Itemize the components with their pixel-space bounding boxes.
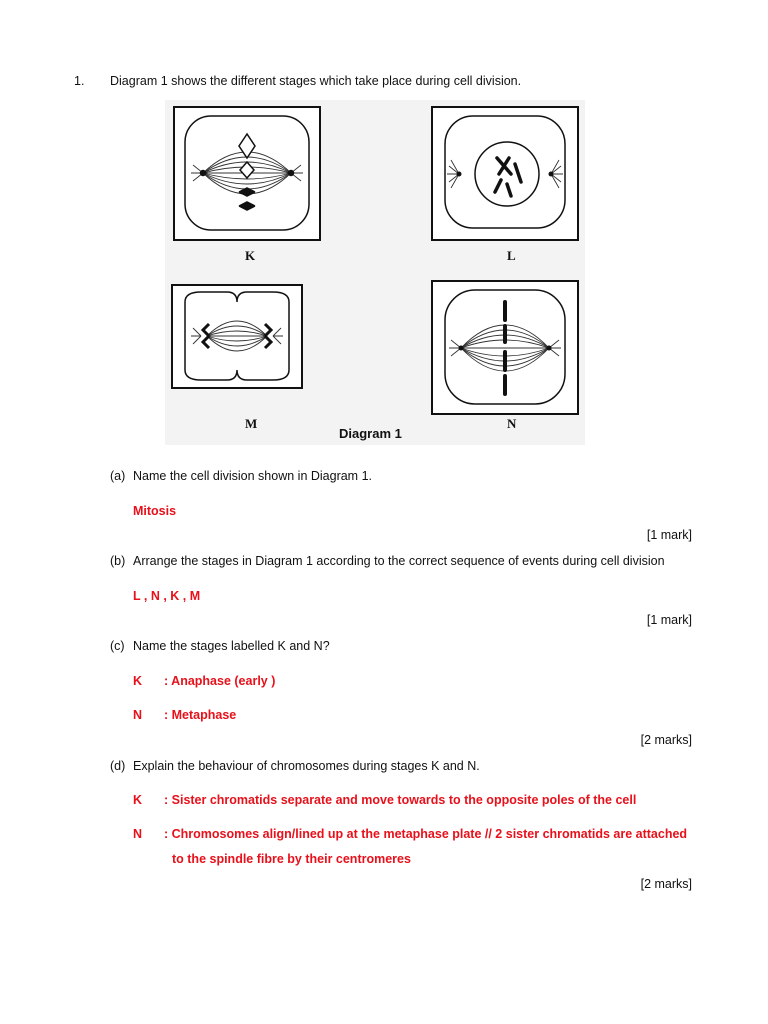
label-k: K (245, 248, 256, 263)
part-d-letter: (d) (110, 759, 126, 773)
part-c-answer-n-key: N (133, 708, 143, 722)
part-b-question: Arrange the stages in Diagram 1 according to the correct sequence of events during cell division (133, 554, 665, 568)
part-c-answer-n: : Metaphase (164, 708, 237, 722)
part-d-answer-n: : Chromosomes align/lined up at the metaphase plate // 2 sister chromatids are attached (164, 827, 688, 841)
part-c-letter: (c) (110, 639, 125, 653)
part-d-answer-n-continuation: to the spindle fibre by their centromeres (172, 852, 411, 866)
part-b-letter: (b) (110, 554, 126, 568)
cell-n-image (431, 280, 579, 415)
part-d-answer-k: : Sister chromatids separate and move towards to the opposite poles of the cell (164, 793, 637, 807)
part-b-marks: [1 mark] (646, 613, 692, 627)
part-c-answer-k: : Anaphase (early ) (164, 674, 276, 688)
cell-l-image (431, 106, 579, 241)
label-m: M (245, 416, 258, 431)
question-intro: Diagram 1 shows the different stages which take place during cell division. (110, 74, 522, 88)
part-d-question: Explain the behaviour of chromosomes during stages K and N. (133, 759, 480, 773)
cell-m-image (171, 284, 303, 389)
label-n: N (507, 416, 517, 431)
part-c-marks: [2 marks] (640, 733, 692, 747)
part-a-answer: Mitosis (133, 504, 177, 518)
question-number: 1. (74, 74, 85, 88)
part-c-question: Name the stages labelled K and N? (133, 639, 330, 653)
part-a-marks: [1 mark] (646, 528, 692, 542)
part-a-question: Name the cell division shown in Diagram 1. (133, 469, 372, 483)
cell-k-image (173, 106, 321, 241)
part-b-answer: L , N , K , M (133, 589, 201, 603)
diagram-caption: Diagram 1 (339, 426, 402, 441)
part-d-answer-k-key: K (133, 793, 143, 807)
part-a-letter: (a) (110, 469, 126, 483)
part-d-answer-n-key: N (133, 827, 143, 841)
diagram-1 (165, 100, 585, 445)
part-c-answer-k-key: K (133, 674, 143, 688)
label-l: L (507, 248, 516, 263)
part-d-marks: [2 marks] (640, 877, 692, 891)
